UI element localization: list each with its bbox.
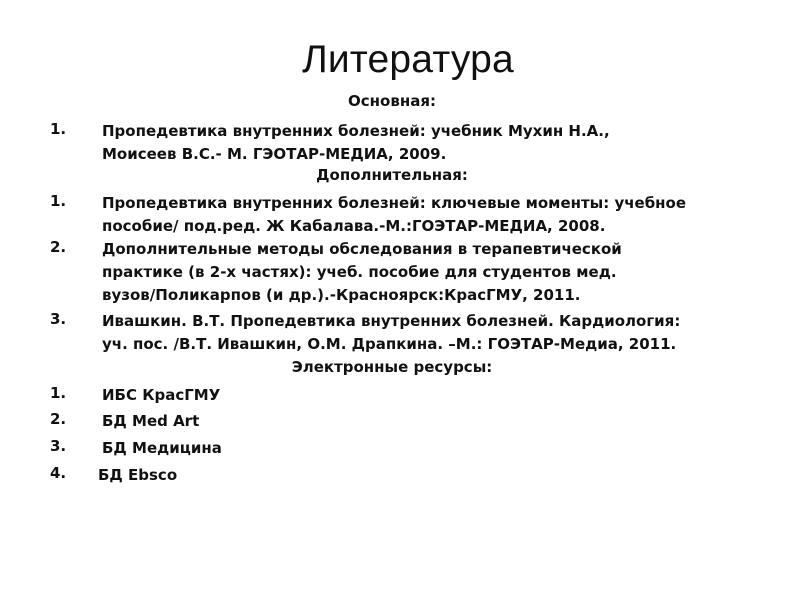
section-heading-electronic: Электронные ресурсы: xyxy=(291,358,493,376)
list-item-text: БД Медицина xyxy=(102,439,222,457)
list-item-text: Пропедевтика внутренних болезней: учебник Мухин Н.А., Моисеев В.С.- М. ГЭОТАР-МЕДИА, 2009. xyxy=(102,122,610,163)
list-item-text: Дополнительные методы обследования в терапевтической практике (в 2-х частях): учеб. пособие для студентов мед. вузов/Поликарпов (и др.).-Красноярск:КрасГМУ, 2011. xyxy=(102,240,622,304)
list-item-number: 3. xyxy=(50,437,67,455)
section-heading-additional: Дополнительная: xyxy=(316,166,468,184)
list-item-number: 2. xyxy=(50,238,67,256)
list-item-text: БД Med Art xyxy=(102,412,200,430)
list-item-number: 2. xyxy=(50,410,67,428)
list-item-text: Пропедевтика внутренних болезней: ключевые моменты: учебное пособие/ под.ред. Ж Кабалава.-М.:ГОЭТАР-МЕДИА, 2008. xyxy=(102,194,687,235)
list-item-text: Ивашкин. В.Т. Пропедевтика внутренних болезней. Кардиология: уч. пос. /В.Т. Ивашкин, О.М. Драпкина. –М.: ГОЭТАР-Медиа, 2011. xyxy=(102,312,681,353)
section-heading-main: Основная: xyxy=(348,92,436,110)
slide-title: Литература xyxy=(302,38,514,81)
list-item-number: 1. xyxy=(50,192,67,210)
list-item-number: 1. xyxy=(50,384,67,402)
list-item-number: 3. xyxy=(50,310,67,328)
list-item-number: 4. xyxy=(50,464,67,482)
list-item-text: ИБС КрасГМУ xyxy=(102,386,221,404)
list-item-text: БД Ebsco xyxy=(98,466,178,484)
list-item-number: 1. xyxy=(50,120,67,138)
